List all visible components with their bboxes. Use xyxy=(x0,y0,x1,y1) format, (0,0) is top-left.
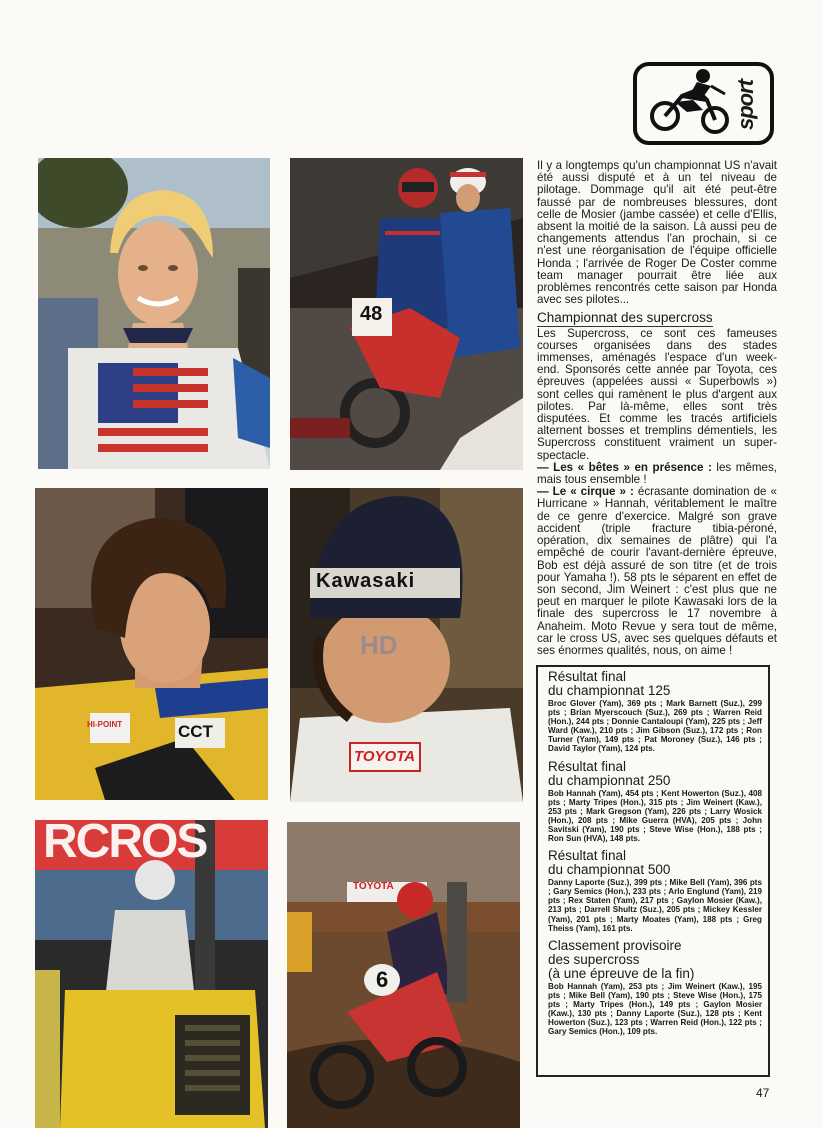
photo-rider-bike-6 xyxy=(287,822,520,1128)
results-subtitle: du championnat 500 xyxy=(548,862,671,878)
stadium-banner: RCROS xyxy=(43,820,207,868)
sport-logo xyxy=(633,62,774,145)
results-title: Résultat final xyxy=(548,669,627,684)
paragraph-text: les mêmes, mais tous ensemble ! xyxy=(537,460,777,487)
results-block xyxy=(548,670,762,754)
results-block xyxy=(548,760,762,844)
results-block xyxy=(548,849,762,933)
results-box xyxy=(536,665,770,1077)
bike-number: 48 xyxy=(360,303,383,325)
watermark: HD xyxy=(360,630,398,660)
results-title: Résultat final xyxy=(548,848,627,864)
results-title: Résultat final xyxy=(548,758,627,774)
article-intro: Il y a longtemps qu'un championnat US n'avait été aussi disputé et à un tel niveau de pilotage. Dommage qu'il ait été peut-être faussé par de nombreuses blessures, dont celle de Mosier (jambe cassée) et celle d'Ellis, absent la moitié de la saison. Là aussi peu de changements attendus l'an prochain, si ce n'est une réorganisation de l'équipe officielle Honda ; l'arrivée de Roger De Coster comme team manager pourrait être liée aux problèmes rencontrés cette saison par Honda avec ses pilotes... xyxy=(537,159,777,307)
results-subtitle: du championnat 250 xyxy=(548,772,671,788)
hat-text: Kawasaki xyxy=(316,570,416,592)
sign-text: TOYOTA xyxy=(353,881,394,892)
photo-rider-kawasaki-hat xyxy=(290,488,523,802)
shirt-text: TOYOTA xyxy=(354,748,416,765)
jersey-patch: HI-POINT xyxy=(87,720,123,729)
results-list: Bob Hannah (Yam), 253 pts ; Jim Weinert (Kaw.), 195 pts ; Mike Bell (Yam), 190 pts ; Steve Wise (Hon.), 175 pts ; Marty Tripes (Hon.), 149 pts ; Gaylon Mosier (Kaw.), 130 pts ; Danny Laporte (Suz.), 128 pts ; Kent Howerton (Suz.), 123 pts ; Warren Reid (Hon.), 122 pts ; Gary Semics (Hon.), 109 pts. xyxy=(548,981,762,1037)
results-subtitle: du championnat 125 xyxy=(548,683,671,698)
results-block xyxy=(548,939,762,1037)
results-title: Classement provisoire xyxy=(548,937,682,953)
photo-rider-tractor xyxy=(35,820,268,1128)
results-subtitle: des supercross xyxy=(548,951,640,967)
logo-text: sport xyxy=(733,80,758,130)
photo-riders-bike-48 xyxy=(290,158,523,470)
paragraph-text: écrasante domination de « Hurricane » Hannah, véritablement le maître de ce genre d'exercice. Malgré son grave accident (triple fracture tibia-péroné, opération, dix semaines de plâtre) qui l'a empêché de courir l'avant-dernière épreuve, Bob est déjà assuré de son titre (et de trois pour Yamaha !). 58 pts le séparent en effet de son second, Jim Weinert : c'est plus que ne peut en marquer le pilote Kawasaki lors de la finale des supercross le 17 novembre à Anaheim. Moto Revue y sera tout de même, car le cross US, avec ses quelques défauts et ses énormes qualités, nous, on aime ! xyxy=(537,485,777,657)
page-number: 47 xyxy=(756,1086,770,1100)
paragraph-lead: — Les « bêtes » en présence : xyxy=(537,460,712,474)
results-list: Broc Glover (Yam), 369 pts ; Mark Barnett (Suz.), 299 pts ; Brian Myerscouch (Suz.), 269 pts ; Warren Reid (Hon.), 244 pts ; Donnie Cantaloupi (Yam), 225 pts ; Jeff Ward (Kaw.), 210 pts ; Jim Gibson (Suz.), 172 pts ; Ron Turner (Yam), 149 pts ; Pat Moroney (Suz.), 146 pts ; David Taylor (Yam), 124 pts. xyxy=(548,699,762,754)
article-column xyxy=(537,160,777,657)
jersey-text: CCT xyxy=(178,722,213,741)
article-paragraph: Les Supercross, ce sont ces fameuses courses organisées dans des stades immenses, aménagés l'espace d'un week-end. Sponsorés cette année par Toyota, ces épreuves (appelées aussi « Superbowls ») sont celles qui ramènent le plus d'argent aux pilotes. Par là-même, elles sont très disputées. Et comme les tracés artificiels alternent bosses et tremplins démentiels, les Supercross constituent vraiment un super-spectacle. xyxy=(537,326,777,462)
results-list: Danny Laporte (Suz.), 399 pts ; Mike Bell (Yam), 396 pts ; Gary Semics (Hon.), 233 pts ; Arlo Englund (Yam), 219 pts ; Rex Staten (Yam), 217 pts ; Gaylon Mosier (Kaw.), 213 pts ; Darrell Shultz (Suz.), 205 pts ; Mickey Kessler (Yam), 201 pts ; Marty Moates (Yam), 188 pts ; Greg Theiss (Yam), 161 pts. xyxy=(548,878,762,933)
results-list: Bob Hannah (Yam), 454 pts ; Kent Howerton (Suz.), 408 pts ; Marty Tripes (Hon.), 315 pts ; Jim Weinert (Kaw.), 253 pts ; Mark Gregson (Yam), 226 pts ; Larry Wosick (Hon.), 208 pts ; Mike Guerra (HVA), 205 pts ; John Savitski (Yam), 190 pts ; Steve Wise (Hon.), 188 pts ; Ron Sun (HVA), 148 pts. xyxy=(548,788,762,844)
paragraph-lead: — Le « cirque » : xyxy=(537,485,634,499)
photo-rider-yellow-jersey xyxy=(35,488,268,800)
results-note: (à une épreuve de la fin) xyxy=(548,965,695,981)
photo-rider-flag-shirt xyxy=(38,158,270,469)
article-paragraph xyxy=(537,486,777,657)
bike-number: 6 xyxy=(376,967,389,992)
section-heading: Championnat des supercross xyxy=(537,310,713,326)
article-paragraph xyxy=(537,462,777,486)
